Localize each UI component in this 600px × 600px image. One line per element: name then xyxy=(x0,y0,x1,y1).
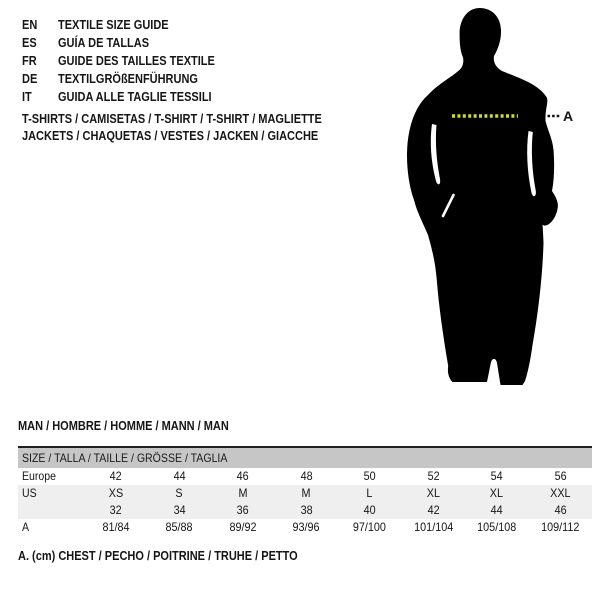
cell-value: 42 xyxy=(427,503,440,517)
cell-value: 81/84 xyxy=(102,520,130,534)
language-code: DE xyxy=(22,72,38,86)
cell-value: 38 xyxy=(300,503,313,517)
measure-label-a: A xyxy=(563,108,574,124)
row-label: Europe xyxy=(22,469,57,483)
garment-categories xyxy=(22,111,363,145)
cell-value: M xyxy=(238,486,248,500)
cell-value: 56 xyxy=(554,469,567,483)
language-code: IT xyxy=(22,90,32,104)
language-code: FR xyxy=(22,54,37,68)
guide-title: TEXTILGRÖßENFÜHRUNG xyxy=(58,72,198,86)
cell-value: 93/96 xyxy=(292,520,320,534)
table-row-us-numeric xyxy=(18,502,592,519)
cell-value: 42 xyxy=(109,469,122,483)
guide-title: GUÍA DE TALLAS xyxy=(58,36,150,50)
cell-value: 105/108 xyxy=(477,520,517,534)
cell-value: 32 xyxy=(109,503,122,517)
table-row-us xyxy=(18,485,592,502)
cell-value: 52 xyxy=(427,469,440,483)
cell-value: L xyxy=(366,486,373,500)
cell-value: 97/100 xyxy=(353,520,387,534)
cell-value: 36 xyxy=(236,503,249,517)
cell-value: M xyxy=(301,486,311,500)
cell-value: XS xyxy=(108,486,123,500)
cell-value: 40 xyxy=(363,503,376,517)
cell-value: 50 xyxy=(363,469,376,483)
language-code: ES xyxy=(22,36,37,50)
language-row-it xyxy=(22,88,236,106)
chest-measure-footnote: A. (cm) CHEST / PECHO / POITRINE / TRUHE / PETTO xyxy=(18,549,298,563)
category-tshirts: T-SHIRTS / CAMISETAS / T-SHIRT / T-SHIRT / MAGLIETTE xyxy=(22,112,322,126)
size-table-header: SIZE / TALLA / TAILLE / GRÖSSE / TAGLIA xyxy=(22,451,228,465)
cell-value: 46 xyxy=(236,469,249,483)
man-silhouette xyxy=(407,8,558,385)
cell-value: 85/88 xyxy=(165,520,193,534)
language-code: EN xyxy=(22,18,38,32)
guide-title: TEXTILE SIZE GUIDE xyxy=(58,18,169,32)
cell-value: XXL xyxy=(550,486,571,500)
cell-value: 109/112 xyxy=(541,520,580,534)
language-row-de xyxy=(22,70,236,88)
table-row-europe xyxy=(18,468,592,485)
category-jackets: JACKETS / CHAQUETAS / VESTES / JACKEN / GIACCHE xyxy=(22,129,319,143)
cell-value: 34 xyxy=(173,503,186,517)
cell-value: 54 xyxy=(490,469,503,483)
guide-title: GUIDE DES TAILLES TEXTILE xyxy=(58,54,215,68)
cell-value: S xyxy=(175,486,183,500)
cell-value: 46 xyxy=(554,503,567,517)
row-label: US xyxy=(22,486,37,500)
cell-value: 44 xyxy=(490,503,503,517)
language-row-es xyxy=(22,34,236,52)
cell-value: 101/104 xyxy=(413,520,453,534)
table-row-chest-a xyxy=(18,519,592,536)
size-table xyxy=(18,446,592,536)
cell-value: 44 xyxy=(173,469,186,483)
language-guide-list xyxy=(22,16,236,106)
cell-value: XL xyxy=(426,486,440,500)
row-label: A xyxy=(22,520,30,534)
language-row-fr xyxy=(22,52,236,70)
cell-value: XL xyxy=(490,486,504,500)
language-row-en xyxy=(22,16,236,34)
man-silhouette-figure xyxy=(395,0,600,395)
cell-value: 89/92 xyxy=(229,520,257,534)
section-title-man: MAN / HOMBRE / HOMME / MANN / MAN xyxy=(18,419,229,433)
guide-title: GUIDA ALLE TAGLIE TESSILI xyxy=(58,90,212,104)
cell-value: 48 xyxy=(300,469,313,483)
